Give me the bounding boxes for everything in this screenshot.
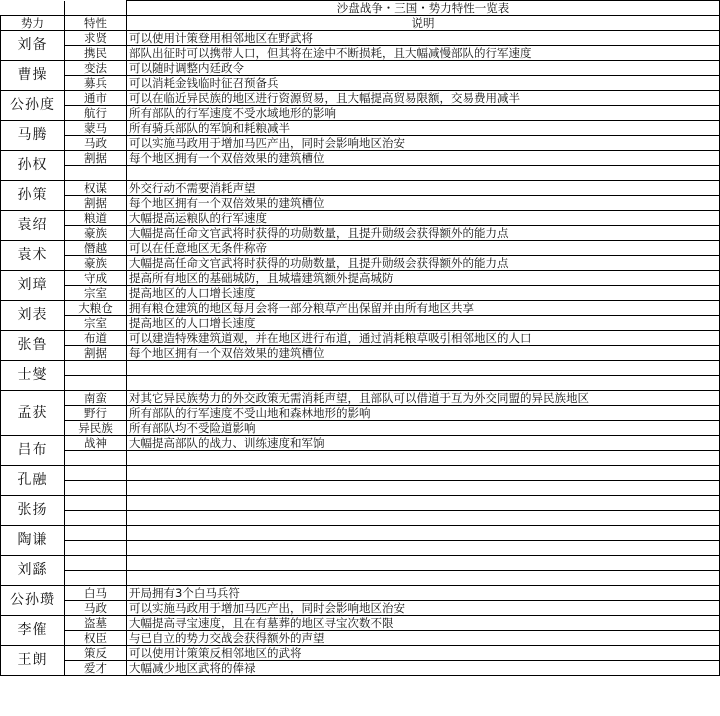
trait-cell [65, 451, 127, 466]
trait-cell [65, 526, 127, 541]
trait-cell [65, 541, 127, 556]
table-row [1, 346, 720, 361]
table-row [1, 496, 720, 511]
trait-cell: 割据 [65, 196, 127, 211]
trait-cell [65, 511, 127, 526]
description-cell: 可以使用计策策反相邻地区的武将 [127, 646, 720, 661]
trait-cell: 变法 [65, 61, 127, 76]
faction-name-cell: 孔融 [1, 466, 65, 496]
header-description: 说明 [127, 16, 720, 31]
table-row [1, 631, 720, 646]
table-row [1, 601, 720, 616]
table-row [1, 331, 720, 346]
table-row [1, 556, 720, 571]
table-row [1, 121, 720, 136]
description-cell [127, 376, 720, 391]
description-cell: 所有部队均不受险道影响 [127, 421, 720, 436]
table-title: 沙盘战争・三国・势力特性一览表 [127, 1, 720, 16]
table-row [1, 271, 720, 286]
description-cell: 每个地区拥有一个双倍效果的建筑槽位 [127, 346, 720, 361]
description-cell: 外交行动不需要消耗声望 [127, 181, 720, 196]
trait-cell: 豪族 [65, 226, 127, 241]
description-cell: 大幅提高任命文官武将时获得的功勋数量，且提升勋级会获得额外的能力点 [127, 226, 720, 241]
trait-cell: 权谋 [65, 181, 127, 196]
table-row [1, 451, 720, 466]
table-row [1, 511, 720, 526]
description-cell [127, 481, 720, 496]
description-cell: 所有部队的行军速度不受水域地形的影响 [127, 106, 720, 121]
description-cell [127, 526, 720, 541]
trait-cell: 布道 [65, 331, 127, 346]
table-row [1, 61, 720, 76]
faction-name-cell: 刘璋 [1, 271, 65, 301]
table-row [1, 211, 720, 226]
faction-name-cell: 刘备 [1, 31, 65, 61]
description-cell: 大幅减少地区武将的俸禄 [127, 661, 720, 676]
description-cell [127, 571, 720, 586]
faction-name-cell: 刘表 [1, 301, 65, 331]
description-cell [127, 556, 720, 571]
trait-cell: 割据 [65, 151, 127, 166]
description-cell: 与已自立的势力交战会获得额外的声望 [127, 631, 720, 646]
table-row [1, 46, 720, 61]
trait-cell [65, 481, 127, 496]
trait-cell: 野行 [65, 406, 127, 421]
description-cell: 大幅提高寻宝速度，且在有墓葬的地区寻宝次数不限 [127, 616, 720, 631]
table-row [1, 661, 720, 676]
trait-cell [65, 361, 127, 376]
table-row [1, 166, 720, 181]
description-cell: 大幅提高任命文官武将时获得的功勋数量，且提升勋级会获得额外的能力点 [127, 256, 720, 271]
table-row [1, 316, 720, 331]
faction-name-cell: 孟获 [1, 391, 65, 436]
title-row [1, 1, 720, 16]
trait-cell: 南蛮 [65, 391, 127, 406]
description-cell: 开局拥有3个白马兵符 [127, 586, 720, 601]
table-row [1, 616, 720, 631]
description-cell [127, 466, 720, 481]
trait-cell: 马政 [65, 136, 127, 151]
description-cell [127, 496, 720, 511]
trait-cell [65, 466, 127, 481]
faction-name-cell: 刘繇 [1, 556, 65, 586]
faction-name-cell: 公孙瓒 [1, 586, 65, 616]
table-row [1, 301, 720, 316]
description-cell [127, 511, 720, 526]
description-cell: 提高地区的人口增长速度 [127, 316, 720, 331]
table-row [1, 586, 720, 601]
trait-cell: 通市 [65, 91, 127, 106]
trait-cell: 粮道 [65, 211, 127, 226]
description-cell: 提高所有地区的基础城防，且城墙建筑额外提高城防 [127, 271, 720, 286]
faction-name-cell: 马腾 [1, 121, 65, 151]
description-cell: 可以实施马政用于增加马匹产出，同时会影响地区治安 [127, 601, 720, 616]
description-cell [127, 451, 720, 466]
table-row [1, 436, 720, 451]
table-row [1, 406, 720, 421]
trait-cell: 马政 [65, 601, 127, 616]
description-cell [127, 361, 720, 376]
table-row [1, 526, 720, 541]
description-cell: 可以实施马政用于增加马匹产出，同时会影响地区治安 [127, 136, 720, 151]
faction-name-cell: 袁术 [1, 241, 65, 271]
table-row [1, 256, 720, 271]
faction-name-cell: 李傕 [1, 616, 65, 646]
header-trait: 特性 [65, 16, 127, 31]
table-row [1, 361, 720, 376]
description-cell: 部队出征时可以携带人口，但其将在途中不断损耗，且大幅减慢部队的行军速度 [127, 46, 720, 61]
trait-cell: 蒙马 [65, 121, 127, 136]
description-cell: 所有部队的行军速度不受山地和森林地形的影响 [127, 406, 720, 421]
trait-cell: 战神 [65, 436, 127, 451]
table-row [1, 466, 720, 481]
table-row [1, 241, 720, 256]
description-cell: 可以消耗金钱临时征召预备兵 [127, 76, 720, 91]
description-cell: 可以建造特殊建筑道观，并在地区进行布道，通过消耗粮草吸引相邻地区的人口 [127, 331, 720, 346]
trait-cell: 大粮仓 [65, 301, 127, 316]
description-cell: 每个地区拥有一个双倍效果的建筑槽位 [127, 151, 720, 166]
table-row [1, 106, 720, 121]
faction-name-cell: 王朗 [1, 646, 65, 676]
description-cell: 每个地区拥有一个双倍效果的建筑槽位 [127, 196, 720, 211]
trait-cell: 求贤 [65, 31, 127, 46]
trait-cell: 宗室 [65, 316, 127, 331]
table-row [1, 196, 720, 211]
description-cell: 可以随时调整内廷政令 [127, 61, 720, 76]
description-cell [127, 166, 720, 181]
trait-cell: 守成 [65, 271, 127, 286]
trait-cell: 割据 [65, 346, 127, 361]
faction-name-cell: 张鲁 [1, 331, 65, 361]
faction-name-cell: 曹操 [1, 61, 65, 91]
trait-cell: 航行 [65, 106, 127, 121]
faction-name-cell: 孙策 [1, 181, 65, 211]
trait-cell: 爱才 [65, 661, 127, 676]
table-row [1, 541, 720, 556]
table-row [1, 76, 720, 91]
description-cell: 可以使用计策登用相邻地区在野武将 [127, 31, 720, 46]
trait-cell: 宗室 [65, 286, 127, 301]
trait-cell: 豪族 [65, 256, 127, 271]
trait-cell: 策反 [65, 646, 127, 661]
trait-cell: 白马 [65, 586, 127, 601]
faction-name-cell: 士燮 [1, 361, 65, 391]
table-row [1, 421, 720, 436]
header-faction: 势力 [1, 16, 65, 31]
table-row [1, 376, 720, 391]
description-cell: 可以在任意地区无条件称帝 [127, 241, 720, 256]
trait-cell [65, 166, 127, 181]
faction-name-cell: 公孙度 [1, 91, 65, 121]
faction-name-cell: 袁绍 [1, 211, 65, 241]
trait-cell: 募兵 [65, 76, 127, 91]
description-cell [127, 541, 720, 556]
description-cell: 对其它异民族势力的外交政策无需消耗声望，且部队可以借道于互为外交同盟的异民族地区 [127, 391, 720, 406]
description-cell: 提高地区的人口增长速度 [127, 286, 720, 301]
table-row [1, 91, 720, 106]
trait-cell [65, 556, 127, 571]
trait-cell: 僭越 [65, 241, 127, 256]
trait-cell [65, 571, 127, 586]
description-cell: 大幅提高部队的战力、训练速度和军饷 [127, 436, 720, 451]
faction-name-cell: 张扬 [1, 496, 65, 526]
table-body [1, 1, 720, 676]
trait-cell: 权臣 [65, 631, 127, 646]
faction-name-cell: 吕布 [1, 436, 65, 466]
trait-cell [65, 376, 127, 391]
table-row [1, 136, 720, 151]
table-row [1, 151, 720, 166]
description-cell: 可以在临近异民族的地区进行资源贸易，且大幅提高贸易限额，交易费用减半 [127, 91, 720, 106]
description-cell: 所有骑兵部队的军饷和耗粮减半 [127, 121, 720, 136]
table-row [1, 391, 720, 406]
faction-name-cell: 陶谦 [1, 526, 65, 556]
title-spacer-cell [1, 1, 65, 16]
table-row [1, 481, 720, 496]
table-row [1, 181, 720, 196]
table-row [1, 286, 720, 301]
table-row [1, 31, 720, 46]
trait-cell: 携民 [65, 46, 127, 61]
table-row [1, 226, 720, 241]
header-row [1, 16, 720, 31]
trait-cell: 异民族 [65, 421, 127, 436]
description-cell: 大幅提高运粮队的行军速度 [127, 211, 720, 226]
trait-cell [65, 496, 127, 511]
trait-cell: 盗墓 [65, 616, 127, 631]
title-spacer-cell [65, 1, 127, 16]
description-cell: 拥有粮仓建筑的地区每月会将一部分粮草产出保留并由所有地区共享 [127, 301, 720, 316]
table-row [1, 646, 720, 661]
faction-name-cell: 孙权 [1, 151, 65, 181]
table-row [1, 571, 720, 586]
